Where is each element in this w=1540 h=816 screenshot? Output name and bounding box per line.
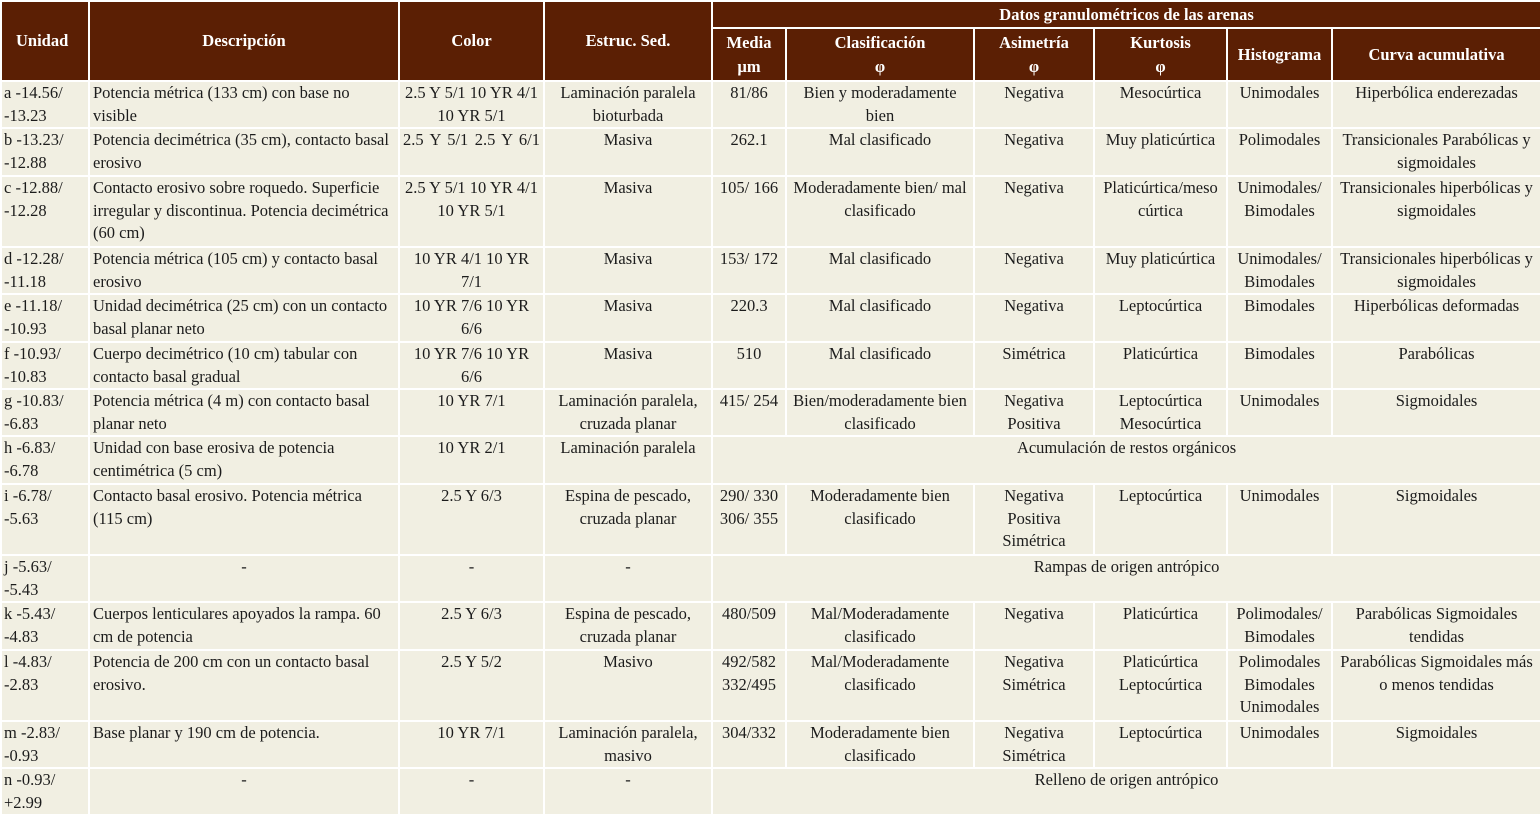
cell-curva: Parabólicas Sigmoidales más o menos tendidas <box>1332 650 1540 721</box>
cell-media: 220.3 <box>712 294 786 342</box>
table-row <box>1 389 1540 436</box>
cell-asimetria: Negativa Positiva <box>974 389 1094 436</box>
header-group-granulometric: Datos granulométricos de las arenas <box>712 1 1540 28</box>
cell-asimetria: Negativa <box>974 294 1094 342</box>
cell-asimetria: Negativa Simétrica <box>974 650 1094 721</box>
cell-curva: Hiperbólicas deformadas <box>1332 294 1540 342</box>
header-media-unit: µm <box>737 56 761 76</box>
cell-curva: Parabólicas Sigmoidales tendidas <box>1332 602 1540 650</box>
header-kurtosis-unit: φ <box>1155 56 1166 76</box>
cell-unidad: j -5.63/ -5.43 <box>1 555 89 602</box>
cell-clasificacion: Mal/Moderadamente clasificado <box>786 650 974 721</box>
cell-descripcion: Unidad con base erosiva de potencia centimétrica (5 cm) <box>89 436 399 484</box>
cell-estruc-sed: Masiva <box>544 294 712 342</box>
cell-estruc-sed: Laminación paralela, cruzada planar <box>544 389 712 436</box>
cell-estruc-sed: Laminación paralela bioturbada <box>544 81 712 128</box>
header-descripcion: Descripción <box>89 1 399 81</box>
cell-media: 262.1 <box>712 128 786 176</box>
cell-kurtosis: Muy platicúrtica <box>1094 128 1227 176</box>
table-row <box>1 602 1540 650</box>
cell-clasificacion: Mal/Moderadamente clasificado <box>786 602 974 650</box>
table-row <box>1 176 1540 247</box>
cell-color: 2.5 Y 6/3 <box>399 484 544 555</box>
header-kurtosis-label: Kurtosis <box>1130 32 1191 52</box>
cell-descripcion: Cuerpo decimétrico (10 cm) tabular con contacto basal gradual <box>89 342 399 389</box>
cell-estruc-sed: Espina de pescado, cruzada planar <box>544 484 712 555</box>
cell-estruc-sed: Masiva <box>544 128 712 176</box>
cell-histograma: Unimodales <box>1227 721 1332 768</box>
cell-color: 10 YR 7/6 10 YR 6/6 <box>399 342 544 389</box>
cell-unidad: h -6.83/ -6.78 <box>1 436 89 484</box>
cell-descripcion: Potencia de 200 cm con un contacto basal erosivo. <box>89 650 399 721</box>
cell-color: - <box>399 555 544 602</box>
cell-descripcion: - <box>89 555 399 602</box>
header-clasificacion-label: Clasificación <box>834 32 926 52</box>
cell-media: 415/ 254 <box>712 389 786 436</box>
cell-unidad: c -12.88/ -12.28 <box>1 176 89 247</box>
cell-media: 510 <box>712 342 786 389</box>
cell-estruc-sed: - <box>544 768 712 815</box>
header-estruc-sed: Estruc. Sed. <box>544 1 712 81</box>
cell-unidad: e -11.18/ -10.93 <box>1 294 89 342</box>
cell-kurtosis: Leptocúrtica <box>1094 294 1227 342</box>
cell-color: 10 YR 2/1 <box>399 436 544 484</box>
cell-estruc-sed: Masiva <box>544 247 712 294</box>
cell-curva: Sigmoidales <box>1332 484 1540 555</box>
cell-unidad: g -10.83/ -6.83 <box>1 389 89 436</box>
cell-clasificacion: Mal clasificado <box>786 128 974 176</box>
table-row <box>1 436 1540 484</box>
header-asimetria-label: Asimetría <box>999 32 1069 52</box>
cell-kurtosis: Platicúrtica <box>1094 342 1227 389</box>
cell-color: 10 YR 7/1 <box>399 721 544 768</box>
header-media <box>712 28 786 81</box>
table-row <box>1 484 1540 555</box>
cell-estruc-sed: Laminación paralela, masivo <box>544 721 712 768</box>
table-row <box>1 555 1540 602</box>
cell-descripcion: Potencia métrica (105 cm) y contacto basal erosivo <box>89 247 399 294</box>
cell-unidad: k -5.43/ -4.83 <box>1 602 89 650</box>
cell-kurtosis: Leptocúrtica <box>1094 484 1227 555</box>
cell-curva: Parabólicas <box>1332 342 1540 389</box>
cell-curva: Transicionales hiperbólicas y sigmoidales <box>1332 247 1540 294</box>
cell-asimetria: Negativa <box>974 247 1094 294</box>
cell-asimetria: Negativa Simétrica <box>974 721 1094 768</box>
cell-unidad: a -14.56/ -13.23 <box>1 81 89 128</box>
cell-curva: Transicionales hiperbólicas y sigmoidales <box>1332 176 1540 247</box>
cell-asimetria: Simétrica <box>974 342 1094 389</box>
cell-descripcion: - <box>89 768 399 815</box>
header-media-label: Media <box>726 32 772 52</box>
cell-curva: Hiperbólica enderezadas <box>1332 81 1540 128</box>
cell-kurtosis: Leptocúrtica Mesocúrtica <box>1094 389 1227 436</box>
header-color: Color <box>399 1 544 81</box>
cell-histograma: Unimodales <box>1227 389 1332 436</box>
table-row <box>1 128 1540 176</box>
cell-color: 2.5 Y 5/2 <box>399 650 544 721</box>
cell-descripcion: Base planar y 190 cm de potencia. <box>89 721 399 768</box>
cell-color: - <box>399 768 544 815</box>
table-row <box>1 81 1540 128</box>
cell-descripcion: Potencia métrica (133 cm) con base no visible <box>89 81 399 128</box>
cell-color: 2.5 Y 5/1 10 YR 4/1 10 YR 5/1 <box>399 81 544 128</box>
cell-color: 10 YR 7/1 <box>399 389 544 436</box>
cell-color: 2.5 Y 6/3 <box>399 602 544 650</box>
cell-histograma: Unimodales/ Bimodales <box>1227 176 1332 247</box>
cell-clasificacion: Moderadamente bien/ mal clasificado <box>786 176 974 247</box>
header-curva-acumulativa: Curva acumulativa <box>1332 28 1540 81</box>
header-clasificacion-unit: φ <box>874 56 886 76</box>
table-row <box>1 768 1540 815</box>
cell-color: 2.5 Y 5/1 2.5 Y 6/1 <box>399 128 544 176</box>
cell-merged-note: Acumulación de restos orgánicos <box>712 436 1540 484</box>
header-unidad: Unidad <box>1 1 89 81</box>
cell-kurtosis: Mesocúrtica <box>1094 81 1227 128</box>
cell-estruc-sed: Laminación paralela <box>544 436 712 484</box>
table-row <box>1 721 1540 768</box>
cell-estruc-sed: Masivo <box>544 650 712 721</box>
cell-clasificacion: Mal clasificado <box>786 342 974 389</box>
cell-unidad: b -13.23/ -12.88 <box>1 128 89 176</box>
cell-estruc-sed: Espina de pescado, cruzada planar <box>544 602 712 650</box>
cell-histograma: Unimodales/ Bimodales <box>1227 247 1332 294</box>
cell-asimetria: Negativa <box>974 128 1094 176</box>
cell-clasificacion: Moderadamente bien clasificado <box>786 484 974 555</box>
cell-media: 480/509 <box>712 602 786 650</box>
cell-media: 492/582 332/495 <box>712 650 786 721</box>
cell-merged-note: Relleno de origen antrópico <box>712 768 1540 815</box>
table-row <box>1 650 1540 721</box>
table-header <box>1 1 1540 81</box>
cell-descripcion: Potencia decimétrica (35 cm), contacto basal erosivo <box>89 128 399 176</box>
cell-kurtosis: Leptocúrtica <box>1094 721 1227 768</box>
cell-histograma: Bimodales <box>1227 294 1332 342</box>
cell-unidad: d -12.28/ -11.18 <box>1 247 89 294</box>
cell-media: 105/ 166 <box>712 176 786 247</box>
cell-asimetria: Negativa <box>974 81 1094 128</box>
cell-unidad: i -6.78/ -5.63 <box>1 484 89 555</box>
cell-estruc-sed: Masiva <box>544 176 712 247</box>
header-histograma: Histograma <box>1227 28 1332 81</box>
cell-color: 10 YR 7/6 10 YR 6/6 <box>399 294 544 342</box>
cell-histograma: Polimodales Bimodales Unimodales <box>1227 650 1332 721</box>
cell-asimetria: Negativa <box>974 602 1094 650</box>
cell-merged-note: Rampas de origen antrópico <box>712 555 1540 602</box>
cell-clasificacion: Mal clasificado <box>786 294 974 342</box>
cell-histograma: Bimodales <box>1227 342 1332 389</box>
cell-media: 290/ 330 306/ 355 <box>712 484 786 555</box>
header-clasificacion <box>786 28 974 81</box>
cell-unidad: m -2.83/ -0.93 <box>1 721 89 768</box>
cell-descripcion: Contacto basal erosivo. Potencia métrica (115 cm) <box>89 484 399 555</box>
cell-histograma: Unimodales <box>1227 484 1332 555</box>
cell-curva: Transicionales Parabólicas y sigmoidales <box>1332 128 1540 176</box>
cell-kurtosis: Platicúrtica/meso cúrtica <box>1094 176 1227 247</box>
header-asimetria <box>974 28 1094 81</box>
cell-histograma: Polimodales/ Bimodales <box>1227 602 1332 650</box>
cell-kurtosis: Muy platicúrtica <box>1094 247 1227 294</box>
cell-curva: Sigmoidales <box>1332 389 1540 436</box>
cell-estruc-sed: - <box>544 555 712 602</box>
cell-asimetria: Negativa <box>974 176 1094 247</box>
cell-estruc-sed: Masiva <box>544 342 712 389</box>
cell-clasificacion: Mal clasificado <box>786 247 974 294</box>
cell-descripcion: Contacto erosivo sobre roquedo. Superficie irregular y discontinua. Potencia decimétrica (60 cm) <box>89 176 399 247</box>
cell-color: 2.5 Y 5/1 10 YR 4/1 10 YR 5/1 <box>399 176 544 247</box>
cell-kurtosis: Platicúrtica <box>1094 602 1227 650</box>
cell-media: 304/332 <box>712 721 786 768</box>
table-body <box>1 81 1540 815</box>
header-kurtosis <box>1094 28 1227 81</box>
cell-curva: Sigmoidales <box>1332 721 1540 768</box>
cell-clasificacion: Bien y moderadamente bien <box>786 81 974 128</box>
cell-unidad: n -0.93/ +2.99 <box>1 768 89 815</box>
cell-descripcion: Potencia métrica (4 m) con contacto basal planar neto <box>89 389 399 436</box>
cell-media: 153/ 172 <box>712 247 786 294</box>
cell-kurtosis: Platicúrtica Leptocúrtica <box>1094 650 1227 721</box>
cell-unidad: l -4.83/ -2.83 <box>1 650 89 721</box>
cell-color: 10 YR 4/1 10 YR 7/1 <box>399 247 544 294</box>
table-row <box>1 294 1540 342</box>
cell-histograma: Unimodales <box>1227 81 1332 128</box>
header-asimetria-unit: φ <box>1028 56 1040 76</box>
cell-asimetria: Negativa Positiva Simétrica <box>974 484 1094 555</box>
cell-clasificacion: Moderadamente bien clasificado <box>786 721 974 768</box>
cell-histograma: Polimodales <box>1227 128 1332 176</box>
cell-media: 81/86 <box>712 81 786 128</box>
cell-clasificacion: Bien/moderadamente bien clasificado <box>786 389 974 436</box>
table-row <box>1 247 1540 294</box>
cell-descripcion: Unidad decimétrica (25 cm) con un contacto basal planar neto <box>89 294 399 342</box>
cell-descripcion: Cuerpos lenticulares apoyados la rampa. 60 cm de potencia <box>89 602 399 650</box>
cell-unidad: f -10.93/ -10.83 <box>1 342 89 389</box>
table-row <box>1 342 1540 389</box>
